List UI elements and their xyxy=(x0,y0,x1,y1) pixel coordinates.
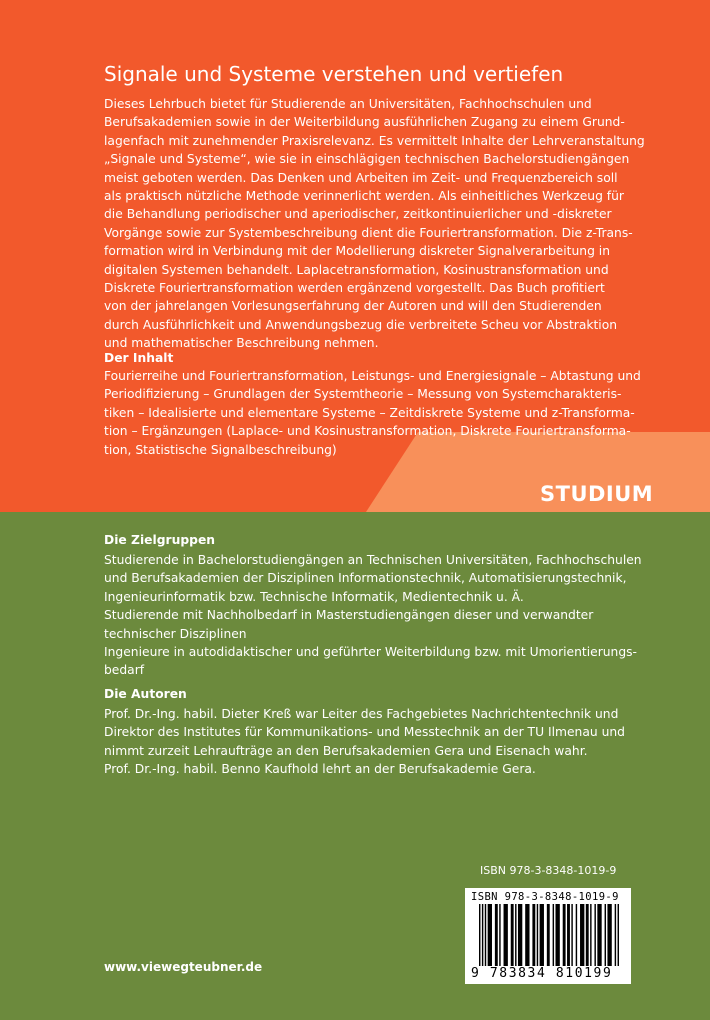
intro-line: formation wird in Verbindung mit der Modellierung diskreter Signalverarbeitung in xyxy=(104,244,610,259)
zielgruppen-text xyxy=(104,551,664,680)
barcode-bar xyxy=(563,904,566,966)
autoren-line: Prof. Dr.-Ing. habil. Benno Kaufhold lehrt an der Berufsakademie Gera. xyxy=(104,762,536,777)
intro-line: Dieses Lehrbuch bietet für Studierende an Universitäten, Fachhochschulen und xyxy=(104,97,592,111)
series-label: STUDIUM xyxy=(540,482,654,506)
barcode-bar xyxy=(499,904,500,966)
autoren-text xyxy=(104,705,664,779)
intro-line: Vorgänge sowie zur Systembeschreibung dient die Fouriertransformation. Die z-Trans- xyxy=(104,225,633,240)
intro-line: digitalen Systemen behandelt. Laplacetransformation, Kosinustransformation und xyxy=(104,262,609,277)
inhalt-line: Fourierreihe und Fouriertransformation, Leistungs- und Energiesignale – Abtastung und xyxy=(104,369,641,383)
inhalt-line: tion, Statistische Signalbeschreibung) xyxy=(104,442,337,457)
zielgruppen-heading: Die Zielgruppen xyxy=(104,533,216,547)
inhalt-heading: Der Inhalt xyxy=(104,351,174,365)
zielgruppen-line: bedarf xyxy=(104,663,145,678)
zielgruppen-line: Studierende mit Nachholbedarf in Masterstudiengängen dieser und verwandter xyxy=(104,608,594,623)
barcode-bar xyxy=(479,904,480,966)
zielgruppen-line: technischer Disziplinen xyxy=(104,626,247,641)
barcode-bar xyxy=(590,904,591,966)
zielgruppen-line: Studierende in Bachelorstudiengängen an Technischen Universitäten, Fachhochschulen xyxy=(104,553,642,567)
barcode-bar xyxy=(504,904,508,966)
barcode-bar xyxy=(482,904,483,966)
barcode-bar xyxy=(567,904,570,966)
barcode-bar xyxy=(547,904,550,966)
intro-line: Berufsakademien sowie in der Weiterbildung ausführlichen Zugang zu einem Grund- xyxy=(104,115,625,130)
inhalt-text xyxy=(104,367,664,459)
intro-line: meist geboten werden. Das Denken und Arbeiten im Zeit- und Frequenzbereich soll xyxy=(104,170,618,185)
barcode-bar xyxy=(576,904,577,966)
barcode-bar xyxy=(518,904,522,966)
barcode-bar xyxy=(555,904,559,966)
intro-line: von der jahrelangen Vorlesungserfahrung der Autoren und will den Studierenden xyxy=(104,299,602,314)
barcode-bar xyxy=(594,904,595,966)
barcode-bar xyxy=(532,904,535,966)
barcode-bar xyxy=(615,904,616,966)
inhalt-line: tiken – Idealisierte und elementare Systeme – Zeitdiskrete Systeme und z-Transforma- xyxy=(104,405,635,420)
page-title: Signale und Systeme verstehen und vertiefen xyxy=(104,62,564,86)
barcode-bar xyxy=(580,904,584,966)
intro-text xyxy=(104,95,664,353)
barcode-bars xyxy=(479,904,619,966)
intro-line: „Signale und Systeme“, wie sie in einschlägigen technischen Bachelorstudiengängen xyxy=(104,152,630,167)
intro-line: lagenfach mit zunehmender Praxisrelevanz. Es vermittelt Inhalte der Lehrveranstaltung xyxy=(104,133,645,148)
barcode-bar xyxy=(485,904,486,966)
barcode-bar xyxy=(553,904,554,966)
barcode-bar xyxy=(605,904,606,966)
autoren-heading: Die Autoren xyxy=(104,687,187,701)
autoren-line: Direktor des Institutes für Kommunikations- und Messtechnik an der TU Ilmenau und xyxy=(104,725,625,740)
isbn-text: ISBN 978-3-8348-1019-9 xyxy=(480,864,617,877)
barcode-bar xyxy=(597,904,601,966)
intro-line: Diskrete Fouriertransformation werden ergänzend vorgestellt. Das Buch profitiert xyxy=(104,281,605,296)
barcode-bar xyxy=(525,904,529,966)
barcode-bar xyxy=(607,904,611,966)
barcode-number: 9 783834 810199 xyxy=(471,966,613,981)
barcode-bar xyxy=(515,904,516,966)
barcode-bar xyxy=(488,904,492,966)
isbn-barcode xyxy=(465,888,631,984)
publisher-website: www.viewegteubner.de xyxy=(104,960,263,974)
intro-line: durch Ausführlichkeit und Anwendungsbezug die verbreitete Scheu vor Abstraktion xyxy=(104,317,618,332)
zielgruppen-line: Ingenieure in autodidaktischer und geführter Weiterbildung bzw. mit Umorientierungs- xyxy=(104,645,637,660)
barcode-isbn-line: ISBN 978-3-8348-1019-9 xyxy=(471,891,619,903)
autoren-line: Prof. Dr.-Ing. habil. Dieter Kreß war Leiter des Fachgebietes Nachrichtentechnik und xyxy=(104,707,619,721)
barcode-bar xyxy=(540,904,544,966)
barcode-bar xyxy=(511,904,514,966)
barcode-bar xyxy=(586,904,589,966)
barcode-bar xyxy=(618,904,619,966)
zielgruppen-line: und Berufsakademien der Disziplinen Informationstechnik, Automatisierungstechnik, xyxy=(104,571,627,586)
intro-line: und mathematischer Beschreibung nehmen. xyxy=(104,336,379,351)
inhalt-line: tion – Ergänzungen (Laplace- und Kosinustransformation, Diskrete Fouriertransforma- xyxy=(104,424,631,439)
barcode-bar xyxy=(537,904,538,966)
inhalt-line: Periodifizierung – Grundlagen der Systemtheorie – Messung von Systemcharakteris- xyxy=(104,387,622,402)
zielgruppen-line: Ingenieurinformatik bzw. Technische Informatik, Medientechnik u. Ä. xyxy=(104,589,524,604)
barcode-bar xyxy=(571,904,572,966)
intro-line: die Behandlung periodischer und aperiodischer, zeitkontinuierlicher und -diskreter xyxy=(104,207,612,222)
barcode-bar xyxy=(495,904,498,966)
intro-line: als praktisch nützliche Methode verinnerlicht werden. Als einheitliches Werkzeug für xyxy=(104,189,624,204)
autoren-line: nimmt zurzeit Lehraufträge an den Berufsakademien Gera und Eisenach wahr. xyxy=(104,743,588,758)
